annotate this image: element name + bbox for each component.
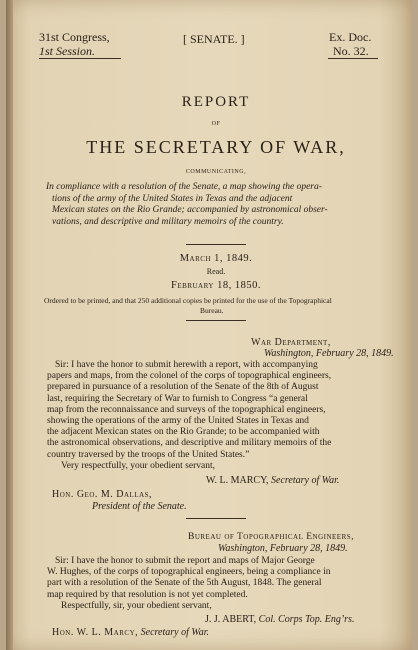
doc-type-label: Ex. Doc.: [329, 30, 372, 44]
letter2-addressee-line: [52, 627, 209, 638]
chamber-label: [ SENATE. ]: [183, 32, 245, 46]
letter2-closing: Respectfully, sir, your obedient servant,: [61, 600, 212, 611]
letter1-line: Sir: I have the honor to submit herewith a report, with accompanying: [55, 360, 318, 370]
divider: [186, 518, 246, 519]
report-title: REPORT: [181, 94, 251, 110]
letter1-line: prepared in pursuance of a resolution of the Senate of the 8th of August: [47, 382, 319, 393]
letter1-closing: Very respectfully, your obedient servant,: [61, 460, 215, 471]
letter2-line: part with a resolution of the Senate of the 5th August, 1848. The general: [47, 578, 322, 589]
letter1-signer: W. L. MARCY,: [206, 475, 269, 486]
order-note-line: Ordered to be printed, and that 250 additional copies be printed for the use of the Topographical: [44, 296, 332, 305]
letter2-line: map required by that resolution is not yet completed.: [47, 589, 248, 600]
doc-number-label: No. 32.: [333, 44, 369, 58]
letter2-signer-title: Col. Corps Top. Eng’rs.: [258, 614, 355, 625]
letter1-line: map from the reconnaissance and surveys of the topographical engineers,: [47, 404, 326, 415]
letter1-line: the astronomical observations, and descriptive and military memoirs of the: [47, 438, 332, 449]
letter2-line: W. Hughes, of the corps of topographical engineers, being a compliance in: [47, 567, 331, 578]
letter1-office: War Department,: [251, 337, 331, 348]
date-presented: March 1, 1849.: [179, 253, 253, 264]
congress-label: 31st Congress,: [39, 30, 110, 44]
letter2-addressee: Hon. W. L. Marcy,: [52, 627, 139, 638]
read-label: Read.: [206, 267, 226, 276]
letter2-body: [47, 556, 387, 612]
letter2-place-date: Washington, February 28, 1849.: [218, 543, 348, 554]
description-line: tions of the army of the United States in Texas and the adjacent: [52, 193, 293, 204]
binding-edge: [6, 0, 13, 650]
letter2-addressee-title: Secretary of War.: [140, 627, 210, 638]
secretary-title: THE SECRETARY OF WAR,: [86, 137, 346, 157]
description-line: In compliance with a resolution of the Senate, a map showing the opera-: [46, 182, 322, 192]
letter1-line: showing the operations of the army of the United States in Texas and: [47, 416, 309, 427]
header-underline-left: [39, 58, 121, 59]
letter1-place-date: Washington, February 28, 1849.: [264, 348, 394, 359]
description-line: vations, and descriptive and military memoirs of the country.: [52, 216, 284, 227]
letter1-line: papers and maps, from the colonel of the corps of topographical engineers,: [47, 371, 332, 382]
letter1-signature: [206, 475, 339, 486]
letter2-office: Bureau of Topographical Engineers,: [188, 532, 355, 542]
letter2-signer: J. J. ABERT,: [205, 614, 257, 625]
letter1-line: the adjacent Mexican states on the Rio Grande; to be accompanied with: [47, 427, 320, 438]
letter2-line: Sir: I have the honor to submit the report and maps of Major George: [55, 556, 315, 566]
session-label: 1st Session.: [39, 44, 96, 58]
letter1-addressee-title: President of the Senate.: [92, 501, 187, 512]
description-line: Mexican states on the Rio Grande; accompanied by astronomical obser-: [52, 205, 328, 215]
letter1-signer-title: Secretary of War.: [271, 475, 340, 486]
communicating-label: COMMUNICATING,: [185, 169, 247, 175]
letter1-line: last, requiring the Secretary of War to furnish to Congress “a general: [47, 393, 308, 404]
letter1-body: [47, 360, 387, 472]
divider: [186, 244, 246, 245]
document-page: [6, 0, 412, 650]
letter1-line: country traversed by the troops of the United States.”: [47, 449, 250, 460]
of-label: OF: [211, 121, 221, 127]
description-block: [46, 182, 386, 228]
letter1-addressee: Hon. Geo. M. Dallas,: [52, 489, 153, 500]
order-note-line: Bureau.: [200, 306, 224, 315]
date-ordered: February 18, 1850.: [171, 280, 261, 291]
letter2-signature: [205, 614, 354, 625]
divider: [186, 320, 246, 321]
header-underline-right: [328, 58, 378, 59]
